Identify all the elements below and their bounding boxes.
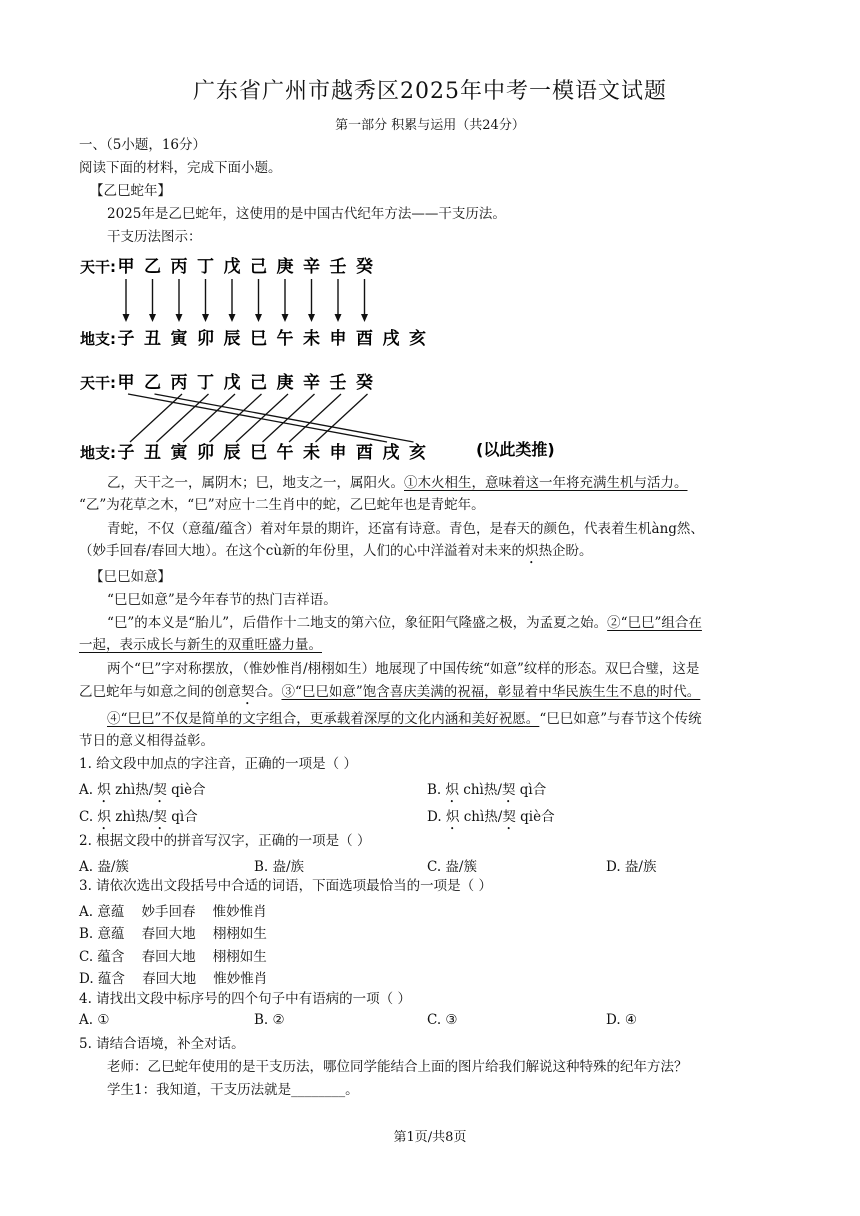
arrow-head	[335, 314, 342, 322]
material2-p3: 两个“巳”字对称摆放，（惟妙惟肖/栩栩如生）地展现了中国传统“如意”纹样的形态。双巳合璧，这是	[107, 661, 700, 677]
q4-stem: 4. 请找出文段中标序号的四个句子中有语病的一项（ ）	[79, 991, 411, 1007]
tiangan-label: 天干:	[80, 258, 116, 276]
dizhi-char: 巳	[250, 443, 267, 463]
dizhi-char: 巳	[250, 329, 267, 349]
material1-p3	[107, 474, 688, 492]
sentence-4: ④“巳巳”不仅是简单的文字组合，更承载着深厚的文化内涵和美好祝愿。	[107, 711, 540, 727]
material1-p4-cont	[79, 542, 593, 567]
p2-text: “巳”的本义是“胎儿”，后借作十二地支的第六位，象征阳气隆盛之极，为孟夏之始。	[107, 615, 608, 631]
tiangan-char: 戊	[223, 257, 241, 277]
dizhi-char: 辰	[223, 443, 241, 463]
material2-p4	[107, 710, 702, 728]
q5-teacher-line: 老师：乙巳蛇年使用的是干支历法，哪位同学能结合上面的图片给我们解说这种特殊的纪年方法？	[107, 1059, 688, 1075]
dizhi-char: 丑	[144, 329, 161, 349]
q1-stem: 1. 给文段中加点的字注音，正确的一项是（ ）	[79, 756, 357, 772]
dotted-char-chi: 炽	[525, 543, 539, 559]
dizhi-char: 丑	[144, 443, 161, 463]
sentence-3: ③“巳巳如意”饱含喜庆美满的祝福，彰显着中华民族生生不息的时代。	[281, 684, 701, 700]
dizhi-char: 卯	[197, 329, 214, 349]
sentence-1: ①木火相生，意味着这一年将充满生机与活力。	[404, 475, 688, 491]
material1-p4: 青蛇，不仅（意蕴/蕴含）着对年景的期许，还富有诗意。青色，是春天的颜色，代表着生机àng然、	[107, 521, 704, 537]
arrow-head	[308, 314, 315, 322]
tiangan-char: 己	[250, 373, 267, 393]
q4-option-c[interactable]: C. ③	[427, 1012, 458, 1028]
tiangan-char: 乙	[144, 257, 161, 277]
diagram-note: (以此类推)	[476, 440, 555, 459]
q2-option-d[interactable]: D. 盎/族	[606, 859, 657, 875]
dizhi-char: 亥	[409, 443, 426, 463]
q2-option-b[interactable]: B. 盎/族	[254, 859, 305, 875]
material1-p2: 干支历法图示：	[107, 229, 202, 245]
tiangan-char: 甲	[117, 257, 135, 277]
sentence-2-cont: 一起，表示成长与新生的双重旺盛力量。	[79, 637, 322, 653]
material2-p1: “巳巳如意”是今年春节的热门吉祥语。	[107, 592, 337, 608]
q3-option-a[interactable]: A. 意蕴 妙手回春 惟妙惟肖	[79, 904, 267, 920]
q3-option-b[interactable]: B. 意蕴 春回大地 栩栩如生	[79, 926, 267, 942]
p3-text: 乙巳蛇年与如意之间的创意	[79, 684, 241, 700]
dizhi-char: 午	[276, 329, 294, 349]
dizhi-char: 子	[117, 443, 135, 463]
q2-option-a[interactable]: A. 盎/簇	[79, 859, 129, 875]
dizhi-char: 子	[117, 329, 135, 349]
arrow-head	[255, 314, 262, 322]
tiangan-char: 庚	[276, 257, 294, 277]
p4-text: “巳巳如意”与春节这个传统	[539, 711, 702, 727]
tiangan-char: 丙	[170, 373, 188, 393]
q5-student-line[interactable]: 学生1：我知道，干支历法就是________。	[107, 1082, 359, 1098]
dizhi-char: 未	[303, 443, 320, 463]
cycle-line	[155, 394, 414, 442]
material2-heading: 【巳巳如意】	[90, 569, 171, 585]
q4-option-b[interactable]: B. ②	[254, 1012, 285, 1028]
arrow-head	[149, 314, 156, 322]
dizhi-char: 亥	[409, 329, 426, 349]
arrow-head	[229, 314, 236, 322]
q1-option-a[interactable]: A. 炽 zhì热/契 qiè合	[79, 782, 206, 798]
tiangan-char: 辛	[303, 373, 320, 393]
q4-option-d[interactable]: D. ④	[606, 1012, 638, 1028]
q2-option-c[interactable]: C. 盎/簇	[427, 859, 477, 875]
tiangan-char: 丙	[170, 257, 188, 277]
material2-p2-cont	[79, 636, 322, 654]
q3-option-c[interactable]: C. 蕴含 春回大地 栩栩如生	[79, 949, 267, 965]
cycle-line	[130, 394, 182, 442]
cycle-line	[128, 394, 387, 442]
cycle-line	[263, 394, 315, 442]
q3-option-d[interactable]: D. 蕴含 春回大地 惟妙惟肖	[79, 971, 268, 987]
p4-text-end: 热企盼。	[538, 543, 593, 559]
q5-stem: 5. 请结合语境，补全对话。	[79, 1036, 245, 1052]
dizhi-char: 辰	[223, 329, 241, 349]
instruction: 阅读下面的材料，完成下面小题。	[79, 160, 282, 176]
p3-text-mid: 合。	[254, 684, 282, 700]
ganzhi-diagram	[78, 250, 618, 470]
q1-option-b[interactable]: B. 炽 chì热/契 qì合	[427, 782, 547, 798]
arrow-head	[176, 314, 183, 322]
cycle-line	[236, 394, 288, 442]
tiangan-char: 己	[250, 257, 267, 277]
dizhi-char: 卯	[197, 443, 214, 463]
tiangan-char: 辛	[303, 257, 320, 277]
dizhi-char: 申	[329, 329, 347, 349]
dizhi-label: 地支:	[80, 330, 116, 348]
section-subtitle: 第一部分 积累与运用（共24分）	[335, 118, 525, 133]
page-title: 广东省广州市越秀区2025年中考一模语文试题	[193, 79, 667, 104]
tiangan-char: 戊	[223, 373, 241, 393]
tiangan-char: 壬	[329, 257, 347, 277]
tiangan-char: 甲	[117, 373, 135, 393]
tiangan-char: 癸	[356, 257, 373, 277]
page-footer: 第1页/共8页	[393, 1130, 467, 1145]
q1-option-d[interactable]: D. 炽 chì热/契 qiè合	[427, 809, 555, 825]
arrow-head	[361, 314, 368, 322]
tiangan-label: 天干:	[80, 374, 116, 392]
material1-p3-cont: “乙”为花草之木，“巳”对应十二生肖中的蛇，乙巳蛇年也是青蛇年。	[79, 497, 485, 513]
material1-p1: 2025年是乙巳蛇年，这使用的是中国古代纪年方法——干支历法。	[107, 206, 506, 222]
dizhi-char: 未	[303, 329, 320, 349]
q1-option-c[interactable]: C. 炽 zhì热/契 qì合	[79, 809, 198, 825]
dotted-char-qi: 契	[241, 684, 255, 700]
tiangan-char: 壬	[329, 373, 347, 393]
cycle-line	[210, 394, 262, 442]
dizhi-char: 酉	[356, 329, 373, 349]
cycle-line	[289, 394, 341, 442]
material2-p5: 节日的意义相得益彰。	[79, 733, 214, 749]
tiangan-char: 庚	[276, 373, 294, 393]
dizhi-char: 申	[329, 443, 347, 463]
arrow-head	[282, 314, 289, 322]
section-heading: 一、（5小题，16分）	[79, 137, 207, 153]
dizhi-char: 寅	[170, 329, 188, 349]
tiangan-char: 癸	[356, 373, 373, 393]
material2-p3-cont	[79, 683, 700, 708]
tiangan-char: 乙	[144, 373, 161, 393]
q4-option-a[interactable]: A. ①	[79, 1012, 110, 1028]
tiangan-char: 丁	[197, 257, 214, 277]
p3-text: 乙，天干之一，属阴木；巳，地支之一，属阳火。	[107, 475, 404, 491]
sentence-2: ②“巳巳”组合在	[607, 615, 702, 631]
material1-heading: 【乙巳蛇年】	[90, 183, 171, 199]
dizhi-char: 午	[276, 443, 294, 463]
q2-stem: 2. 根据文段中的拼音写汉字，正确的一项是（ ）	[79, 833, 371, 849]
arrow-head	[123, 314, 130, 322]
q3-stem: 3. 请依次选出文段括号中合适的词语，下面选项最恰当的一项是（ ）	[79, 878, 492, 894]
dizhi-label: 地支:	[80, 444, 116, 462]
material2-p2	[107, 614, 702, 632]
arrow-head	[202, 314, 209, 322]
cycle-line	[316, 394, 368, 442]
p4-text: （妙手回春/春回大地）。在这个cù新的年份里，人们的心中洋溢着对未来的	[79, 543, 526, 559]
tiangan-char: 丁	[197, 373, 214, 393]
dizhi-char: 戌	[382, 329, 400, 349]
dizhi-char: 寅	[170, 443, 188, 463]
dizhi-char: 戌	[382, 443, 400, 463]
dizhi-char: 酉	[356, 443, 373, 463]
